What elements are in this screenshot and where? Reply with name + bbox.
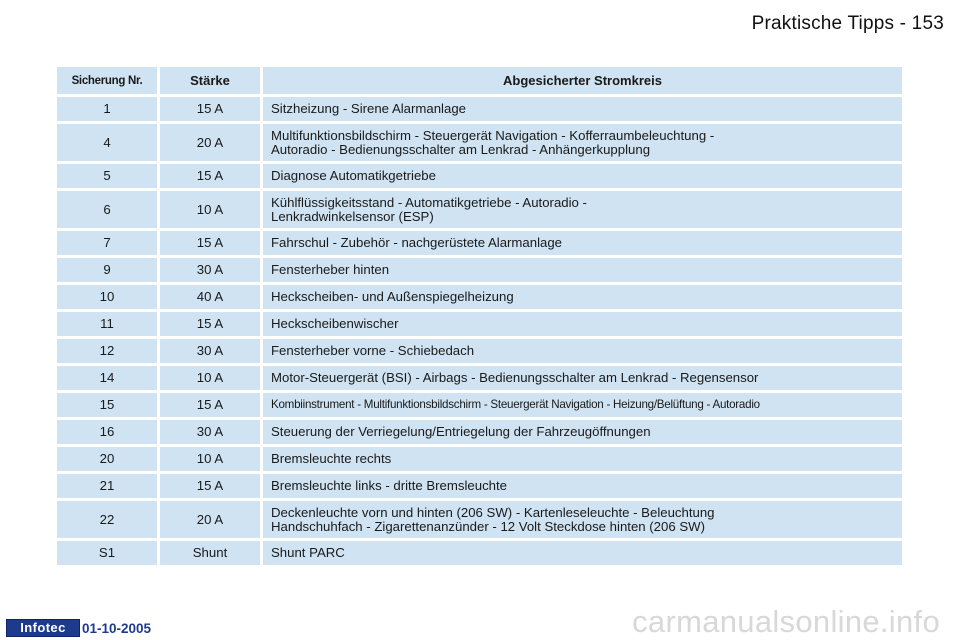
fuse-number: 15: [57, 393, 157, 417]
fuse-rating: 30 A: [160, 258, 260, 282]
table-row: [57, 164, 902, 188]
circuit-description-line: Deckenleuchte vorn und hinten (206 SW) - Kartenleseleuchte - Beleuchtung: [271, 504, 715, 520]
fuse-rating: 15 A: [160, 231, 260, 255]
circuit-description: [263, 312, 902, 336]
fuse-number: 22: [57, 501, 157, 538]
watermark: carmanualsonline.info: [632, 604, 940, 639]
circuit-description-line: Multifunktionsbildschirm - Steuergerät Navigation - Kofferraumbeleuchtung -: [271, 127, 715, 143]
circuit-description-line: Shunt PARC: [271, 545, 345, 560]
circuit-description-line: Autoradio - Bedienungsschalter am Lenkrad - Anhängerkupplung: [271, 141, 651, 157]
table-row: [57, 258, 902, 282]
table-row: [57, 339, 902, 363]
circuit-description: [263, 164, 902, 188]
circuit-description-line: Kombiinstrument - Multifunktionsbildschirm - Steuergerät Navigation - Heizung/Belüftung - Autoradio: [271, 398, 760, 411]
table-row: [57, 231, 902, 255]
fuse-number: 6: [57, 191, 157, 228]
column-header-circuit: Abgesicherter Stromkreis: [263, 67, 902, 94]
fuse-number: 4: [57, 124, 157, 161]
fuse-rating: 15 A: [160, 164, 260, 188]
table-row: [57, 541, 902, 565]
table-row: [57, 393, 902, 417]
fuse-number: 21: [57, 474, 157, 498]
table-header-row: [57, 67, 902, 94]
footer-date: 01-10-2005: [82, 620, 152, 636]
table-body: [57, 97, 902, 565]
table-row: [57, 420, 902, 444]
table-row: [57, 501, 902, 538]
circuit-description: [263, 474, 902, 498]
fuse-rating: 30 A: [160, 339, 260, 363]
fuse-rating: Shunt: [160, 541, 260, 565]
circuit-description: [263, 191, 902, 228]
circuit-description: [263, 501, 902, 538]
circuit-description-line: Heckscheibenwischer: [271, 316, 399, 331]
circuit-description: [263, 541, 902, 565]
circuit-description-line: Sitzheizung - Sirene Alarmanlage: [271, 101, 466, 116]
table-row: [57, 285, 902, 309]
table-row: [57, 366, 902, 390]
fuse-rating: 10 A: [160, 191, 260, 228]
circuit-description-line: Motor-Steuergerät (BSI) - Airbags - Bedienungsschalter am Lenkrad - Regensensor: [271, 370, 759, 385]
circuit-description-line: Steuerung der Verriegelung/Entriegelung der Fahrzeugöffnungen: [271, 424, 651, 439]
fuse-number: 14: [57, 366, 157, 390]
circuit-description-line: Fahrschul - Zubehör - nachgerüstete Alarmanlage: [271, 235, 563, 250]
fuse-number: 20: [57, 447, 157, 471]
circuit-description-line: Kühlflüssigkeitsstand - Automatikgetriebe - Autoradio -: [271, 194, 587, 210]
circuit-description-line: Handschuhfach - Zigarettenanzünder - 12 Volt Steckdose hinten (206 SW): [271, 518, 705, 534]
circuit-description: [263, 231, 902, 255]
fuse-number: 9: [57, 258, 157, 282]
table-row: [57, 474, 902, 498]
circuit-description-line: Fensterheber vorne - Schiebedach: [271, 343, 475, 358]
fuse-number: 12: [57, 339, 157, 363]
fuse-rating: 40 A: [160, 285, 260, 309]
fuse-rating: 15 A: [160, 97, 260, 121]
fuse-rating: 15 A: [160, 474, 260, 498]
circuit-description-line: Lenkradwinkelsensor (ESP): [271, 208, 434, 224]
fuse-table: [54, 64, 905, 568]
fuse-rating: 30 A: [160, 420, 260, 444]
circuit-description: [263, 258, 902, 282]
circuit-description-line: Heckscheiben- und Außenspiegelheizung: [271, 289, 514, 304]
circuit-description: [263, 447, 902, 471]
fuse-number: 11: [57, 312, 157, 336]
fuse-rating: 20 A: [160, 501, 260, 538]
infotec-logo: Infotec: [6, 619, 80, 637]
table-row: [57, 312, 902, 336]
circuit-description: [263, 97, 902, 121]
fuse-number: 1: [57, 97, 157, 121]
footer: [6, 619, 151, 637]
table-row: [57, 97, 902, 121]
circuit-description: [263, 339, 902, 363]
table-row: [57, 191, 902, 228]
circuit-description: [263, 285, 902, 309]
column-header-rating: Stärke: [160, 67, 260, 94]
fuse-rating: 20 A: [160, 124, 260, 161]
fuse-number: 7: [57, 231, 157, 255]
circuit-description-line: Fensterheber hinten: [271, 262, 390, 277]
fuse-rating: 10 A: [160, 447, 260, 471]
fuse-number: 5: [57, 164, 157, 188]
circuit-description: [263, 366, 902, 390]
fuse-rating: 10 A: [160, 366, 260, 390]
circuit-description-line: Bremsleuchte rechts: [271, 451, 392, 466]
circuit-description-line: Diagnose Automatikgetriebe: [271, 168, 436, 183]
table-row: [57, 124, 902, 161]
table-row: [57, 447, 902, 471]
circuit-description: [263, 420, 902, 444]
circuit-description: [263, 393, 902, 417]
fuse-number: 16: [57, 420, 157, 444]
column-header-fuse-number: Sicherung Nr.: [57, 67, 157, 94]
circuit-description: [263, 124, 902, 161]
fuse-rating: 15 A: [160, 393, 260, 417]
page-title: Praktische Tipps - 153: [751, 13, 944, 34]
fuse-number: 10: [57, 285, 157, 309]
circuit-description-line: Bremsleuchte links - dritte Bremsleuchte: [271, 478, 507, 493]
fuse-number: S1: [57, 541, 157, 565]
fuse-rating: 15 A: [160, 312, 260, 336]
